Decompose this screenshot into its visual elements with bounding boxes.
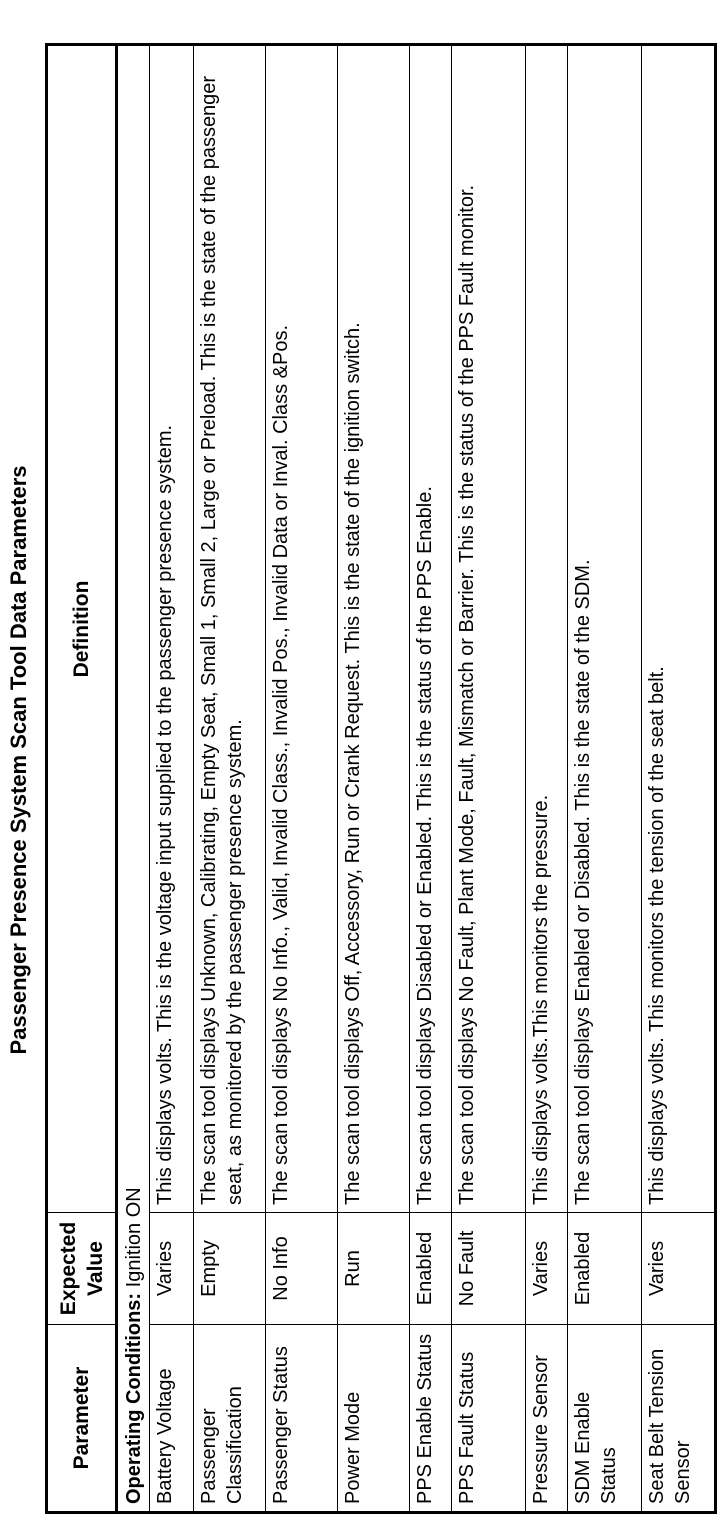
column-header-expected-value: Expected Value: [47, 1213, 117, 1325]
operating-conditions-row: [117, 45, 150, 1513]
parameter-cell: PPS Enable Status: [410, 1325, 452, 1513]
definition-cell: This displays volts. This monitors the tension of the seat belt.: [642, 45, 716, 1213]
definition-cell: The scan tool displays Unknown, Calibrating, Empty Seat, Small 1, Small 2, Large or Preload. This is the state of the passenger seat, as monitored by the passenger presence system.: [194, 45, 266, 1213]
table-row: [194, 45, 266, 1513]
parameter-cell: Pressure Sensor: [526, 1325, 568, 1513]
document-title: Passenger Presence System Scan Tool Data Parameters: [6, 465, 31, 1055]
parameter-cell: Seat Belt Tension Sensor: [642, 1325, 716, 1513]
expected-value-cell: No Fault: [452, 1213, 526, 1325]
operating-conditions-value: Ignition ON: [122, 1187, 145, 1288]
expected-value-cell: Empty: [194, 1213, 266, 1325]
expected-value-cell: Enabled: [568, 1213, 642, 1325]
table-row: [642, 45, 716, 1513]
definition-cell: The scan tool displays Off, Accessory, Run or Crank Request. This is the state of the ignition switch.: [338, 45, 410, 1213]
parameter-cell: Passenger Status: [266, 1325, 338, 1513]
parameter-cell: SDM Enable Status: [568, 1325, 642, 1513]
parameter-cell: Passenger Classification: [194, 1325, 266, 1513]
table-row: [266, 45, 338, 1513]
scan-tool-parameters-table: [45, 43, 717, 1514]
expected-value-cell: Varies: [150, 1213, 194, 1325]
table-row: [338, 45, 410, 1513]
parameter-cell: Power Mode: [338, 1325, 410, 1513]
expected-value-cell: No Info: [266, 1213, 338, 1325]
table-row: [150, 45, 194, 1513]
operating-conditions-cell: [117, 45, 150, 1513]
parameter-cell: Battery Voltage: [150, 1325, 194, 1513]
definition-cell: The scan tool displays Enabled or Disabled. This is the state of the SDM.: [568, 45, 642, 1213]
table-header-row: [47, 45, 117, 1513]
column-header-parameter: Parameter: [47, 1325, 117, 1513]
expected-value-cell: Varies: [642, 1213, 716, 1325]
table-row: [568, 45, 642, 1513]
column-header-definition: Definition: [47, 45, 117, 1213]
operating-conditions-label: Operating Conditions:: [122, 1292, 145, 1504]
expected-value-cell: Varies: [526, 1213, 568, 1325]
definition-cell: The scan tool displays Disabled or Enabled. This is the status of the PPS Enable.: [410, 45, 452, 1213]
table-row: [526, 45, 568, 1513]
definition-cell: The scan tool displays No Fault, Plant Mode, Fault, Mismatch or Barrier. This is the status of the PPS Fault monitor.: [452, 45, 526, 1213]
table-row: [410, 45, 452, 1513]
definition-cell: This displays volts. This is the voltage input supplied to the passenger presence system.: [150, 45, 194, 1213]
definition-cell: The scan tool displays No Info., Valid, Invalid Class., Invalid Pos., Invalid Data or Inval. Class &Pos.: [266, 45, 338, 1213]
expected-value-cell: Enabled: [410, 1213, 452, 1325]
parameter-cell: PPS Fault Status: [452, 1325, 526, 1513]
definition-cell: This displays volts.This monitors the pressure.: [526, 45, 568, 1213]
expected-value-cell: Run: [338, 1213, 410, 1325]
table-row: [452, 45, 526, 1513]
